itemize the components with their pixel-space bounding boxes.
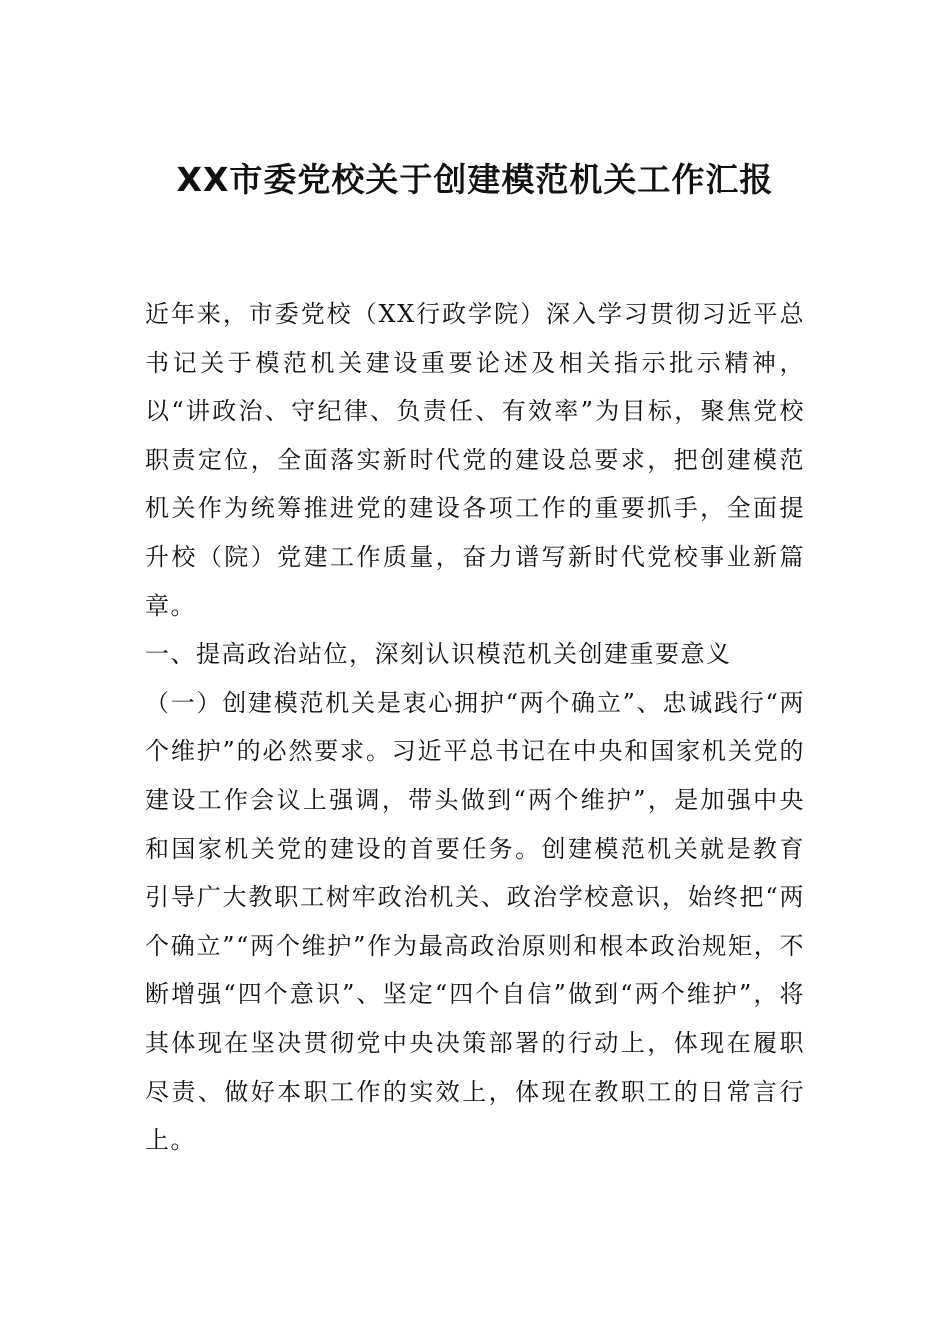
document-title: XX市委党校关于创建模范机关工作汇报 [176,160,774,199]
intro-paragraph: 近年来，市委党校（XX行政学院）深入学习贯彻习近平总书记关于模范机关建设重要论述及相关指示批示精神，以“讲政治、守纪律、负责任、有效率”为目标，聚焦党校职责定位，全面落实新时代党的建设总要求，把创建模范机关作为统筹推进党的建设各项工作的重要抓手，全面提升校（院）党建工作质量，奋力谱写新时代党校事业新篇章。 [145,300,805,620]
document-body [145,290,805,1165]
subsection-paragraph: （一）创建模范机关是衷心拥护“两个确立”、忠诚践行“两个维护”的必然要求。习近平总书记在中央和国家机关党的建设工作会议上强调，带头做到“两个维护”，是加强中央和国家机关党的建设的首要任务。创建模范机关就是教育引导广大教职工树牢政治机关、政治学校意识，始终把“两个确立”“两个维护”作为最高政治原则和根本政治规矩，不断增强“四个意识”、坚定“四个自信”做到“两个维护”，将其体现在坚决贯彻党中央决策部署的行动上，体现在履职尽责、做好本职工作的实效上，体现在教职工的日常言行上。 [145,688,805,1155]
section-heading: 一、提高政治站位，深刻认识模范机关创建重要意义 [145,640,732,669]
